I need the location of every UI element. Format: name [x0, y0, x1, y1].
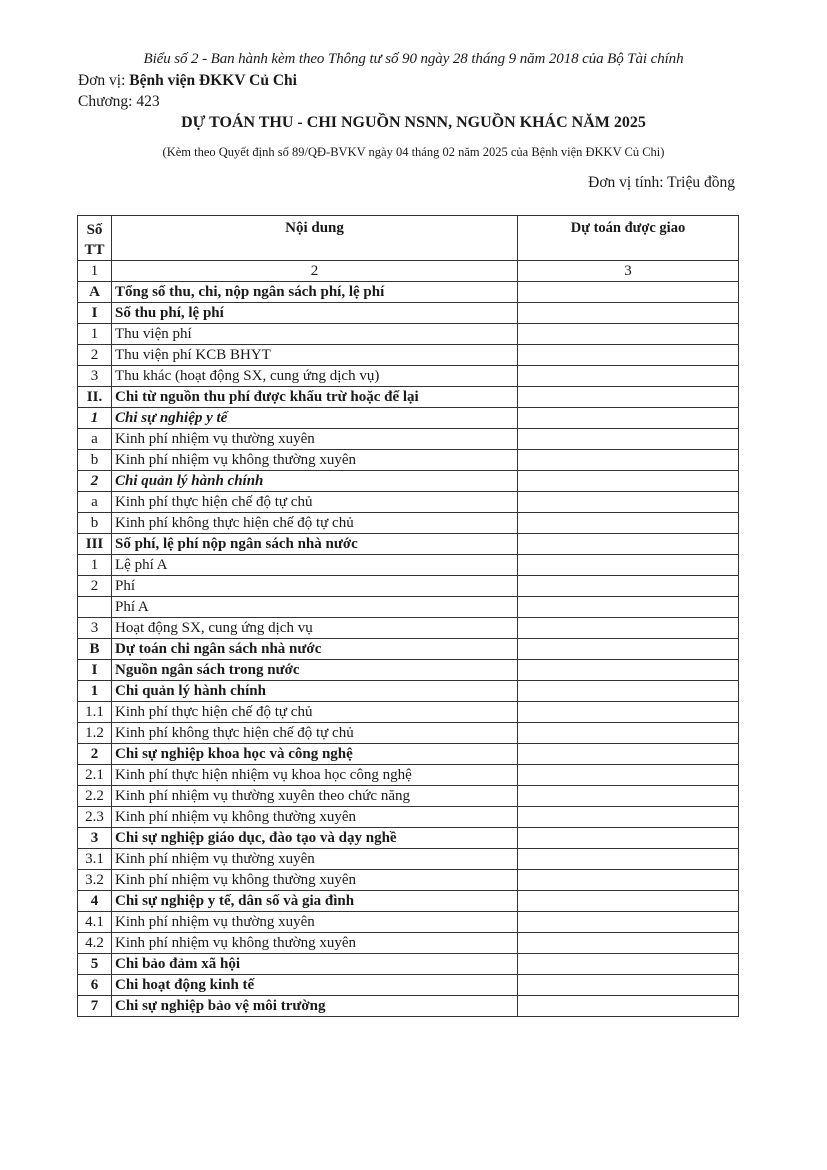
table-row: [78, 471, 739, 492]
row-content: Chi sự nghiệp bảo vệ môi trường: [112, 996, 518, 1017]
table-row: [78, 429, 739, 450]
table-row: [78, 639, 739, 660]
row-index: 2.2: [78, 786, 112, 807]
row-index: b: [78, 513, 112, 534]
table-row: [78, 954, 739, 975]
row-budget-value: [518, 702, 739, 723]
row-content: Phí: [112, 576, 518, 597]
row-budget-value: [518, 807, 739, 828]
table-row: [78, 492, 739, 513]
row-content: Lệ phí A: [112, 555, 518, 576]
table-row: [78, 702, 739, 723]
row-budget-value: [518, 534, 739, 555]
row-index: I: [78, 303, 112, 324]
document-subtitle: (Kèm theo Quyết định số 89/QĐ-BVKV ngày 04 tháng 02 năm 2025 của Bệnh viện ĐKKV Củ Chi): [162, 145, 665, 159]
row-index: 2: [78, 345, 112, 366]
row-index: b: [78, 450, 112, 471]
row-index: 1: [78, 681, 112, 702]
row-budget-value: [518, 996, 739, 1017]
table-row: [78, 555, 739, 576]
table-row: [78, 870, 739, 891]
table-row: [78, 723, 739, 744]
header-stt: [78, 216, 112, 261]
table-row: [78, 513, 739, 534]
row-content: Thu viện phí KCB BHYT: [112, 345, 518, 366]
row-budget-value: [518, 618, 739, 639]
row-content: Chi bảo đảm xã hội: [112, 954, 518, 975]
header-budget: Dự toán được giao: [518, 216, 739, 261]
row-content: Chi sự nghiệp y tế, dân số và gia đình: [112, 891, 518, 912]
row-budget-value: [518, 492, 739, 513]
table-row: [78, 765, 739, 786]
row-content: Kinh phí nhiệm vụ không thường xuyên: [112, 450, 518, 471]
row-content: Kinh phí nhiệm vụ không thường xuyên: [112, 933, 518, 954]
row-content: Dự toán chi ngân sách nhà nước: [112, 639, 518, 660]
row-budget-value: [518, 387, 739, 408]
table-row: [78, 408, 739, 429]
row-content: Kinh phí không thực hiện chế độ tự chủ: [112, 723, 518, 744]
column-number: 1: [78, 261, 112, 282]
table-row: [78, 891, 739, 912]
header-content: Nội dung: [112, 216, 518, 261]
row-budget-value: [518, 870, 739, 891]
row-content: Kinh phí nhiệm vụ thường xuyên: [112, 429, 518, 450]
row-index: 2.1: [78, 765, 112, 786]
row-index: a: [78, 429, 112, 450]
row-content: Chi quản lý hành chính: [112, 471, 518, 492]
row-budget-value: [518, 408, 739, 429]
row-budget-value: [518, 954, 739, 975]
table-row: [78, 807, 739, 828]
table-row: [78, 387, 739, 408]
row-content: Hoạt động SX, cung ứng dịch vụ: [112, 618, 518, 639]
row-content: Kinh phí nhiệm vụ không thường xuyên: [112, 807, 518, 828]
row-budget-value: [518, 576, 739, 597]
unit-line: [78, 72, 297, 90]
row-index: II.: [78, 387, 112, 408]
row-content: Số thu phí, lệ phí: [112, 303, 518, 324]
row-index: 5: [78, 954, 112, 975]
row-budget-value: [518, 660, 739, 681]
table-row: [78, 912, 739, 933]
table-row: [78, 597, 739, 618]
table-row: [78, 366, 739, 387]
row-index: 3: [78, 828, 112, 849]
row-index: 3: [78, 618, 112, 639]
row-budget-value: [518, 324, 739, 345]
table-row: [78, 534, 739, 555]
row-index: 1: [78, 324, 112, 345]
row-content: Chi sự nghiệp y tế: [112, 408, 518, 429]
row-budget-value: [518, 282, 739, 303]
row-content: Kinh phí không thực hiện chế độ tự chủ: [112, 513, 518, 534]
row-index: 2.3: [78, 807, 112, 828]
row-index: 1: [78, 408, 112, 429]
row-budget-value: [518, 828, 739, 849]
row-content: Thu khác (hoạt động SX, cung ứng dịch vụ): [112, 366, 518, 387]
unit-name: Bệnh viện ĐKKV Củ Chi: [129, 72, 297, 89]
row-content: Kinh phí nhiệm vụ không thường xuyên: [112, 870, 518, 891]
table-row: [78, 681, 739, 702]
table-row: [78, 975, 739, 996]
row-budget-value: [518, 597, 739, 618]
row-index: 3.1: [78, 849, 112, 870]
row-content: Kinh phí thực hiện nhiệm vụ khoa học công nghệ: [112, 765, 518, 786]
row-budget-value: [518, 849, 739, 870]
row-content: Chi từ nguồn thu phí được khấu trừ hoặc để lại: [112, 387, 518, 408]
table-header-row: [78, 216, 739, 261]
table-row: [78, 576, 739, 597]
row-content: Kinh phí thực hiện chế độ tự chủ: [112, 492, 518, 513]
row-content: Tổng số thu, chi, nộp ngân sách phí, lệ phí: [112, 282, 518, 303]
row-index: 4.1: [78, 912, 112, 933]
row-content: Kinh phí nhiệm vụ thường xuyên: [112, 912, 518, 933]
row-budget-value: [518, 975, 739, 996]
row-budget-value: [518, 639, 739, 660]
column-number: 3: [518, 261, 739, 282]
row-budget-value: [518, 471, 739, 492]
row-budget-value: [518, 303, 739, 324]
row-content: Kinh phí nhiệm vụ thường xuyên: [112, 849, 518, 870]
chapter-line: Chương: 423: [78, 93, 160, 110]
row-content: Phí A: [112, 597, 518, 618]
row-index: I: [78, 660, 112, 681]
table-row: [78, 450, 739, 471]
row-index: 2: [78, 744, 112, 765]
row-budget-value: [518, 786, 739, 807]
column-number-row: [78, 261, 739, 282]
row-index: 2: [78, 576, 112, 597]
table-row: [78, 828, 739, 849]
row-budget-value: [518, 765, 739, 786]
table-row: [78, 345, 739, 366]
table-row: [78, 933, 739, 954]
row-budget-value: [518, 744, 739, 765]
row-budget-value: [518, 429, 739, 450]
row-content: Nguồn ngân sách trong nước: [112, 660, 518, 681]
table-row: [78, 996, 739, 1017]
row-budget-value: [518, 891, 739, 912]
budget-table: [77, 215, 739, 1017]
table-row: [78, 744, 739, 765]
form-reference-note: Biểu số 2 - Ban hành kèm theo Thông tư số 90 ngày 28 tháng 9 năm 2018 của Bộ Tài chính: [143, 51, 684, 67]
row-index: 2: [78, 471, 112, 492]
row-index: 1.1: [78, 702, 112, 723]
row-index: 3: [78, 366, 112, 387]
table-row: [78, 282, 739, 303]
column-number: 2: [112, 261, 518, 282]
row-index: 1: [78, 555, 112, 576]
row-index: B: [78, 639, 112, 660]
row-index: III: [78, 534, 112, 555]
row-budget-value: [518, 555, 739, 576]
row-budget-value: [518, 513, 739, 534]
row-index: 7: [78, 996, 112, 1017]
row-index: 1.2: [78, 723, 112, 744]
row-content: Chi sự nghiệp khoa học và công nghệ: [112, 744, 518, 765]
table-row: [78, 303, 739, 324]
table-row: [78, 660, 739, 681]
table-row: [78, 324, 739, 345]
row-content: Kinh phí thực hiện chế độ tự chủ: [112, 702, 518, 723]
row-index: 4: [78, 891, 112, 912]
header-stt-line1: Số: [86, 222, 103, 238]
header-stt-line2: TT: [84, 242, 105, 258]
row-index: 6: [78, 975, 112, 996]
row-content: Số phí, lệ phí nộp ngân sách nhà nước: [112, 534, 518, 555]
document-title: DỰ TOÁN THU - CHI NGUỒN NSNN, NGUỒN KHÁC NĂM 2025: [181, 114, 646, 131]
row-budget-value: [518, 933, 739, 954]
table-row: [78, 786, 739, 807]
row-content: Thu viện phí: [112, 324, 518, 345]
row-budget-value: [518, 912, 739, 933]
unit-label: Đơn vị:: [78, 72, 130, 89]
row-content: Chi sự nghiệp giáo dục, đào tạo và dạy nghề: [112, 828, 518, 849]
row-content: Kinh phí nhiệm vụ thường xuyên theo chức năng: [112, 786, 518, 807]
row-budget-value: [518, 450, 739, 471]
row-index: 3.2: [78, 870, 112, 891]
row-content: Chi hoạt động kinh tế: [112, 975, 518, 996]
table-row: [78, 618, 739, 639]
row-budget-value: [518, 681, 739, 702]
row-budget-value: [518, 345, 739, 366]
row-index: 4.2: [78, 933, 112, 954]
row-content: Chi quản lý hành chính: [112, 681, 518, 702]
row-budget-value: [518, 366, 739, 387]
row-index: a: [78, 492, 112, 513]
calculation-unit: Đơn vị tính: Triệu đồng: [588, 174, 735, 191]
table-row: [78, 849, 739, 870]
row-index: [78, 597, 112, 618]
row-index: A: [78, 282, 112, 303]
row-budget-value: [518, 723, 739, 744]
